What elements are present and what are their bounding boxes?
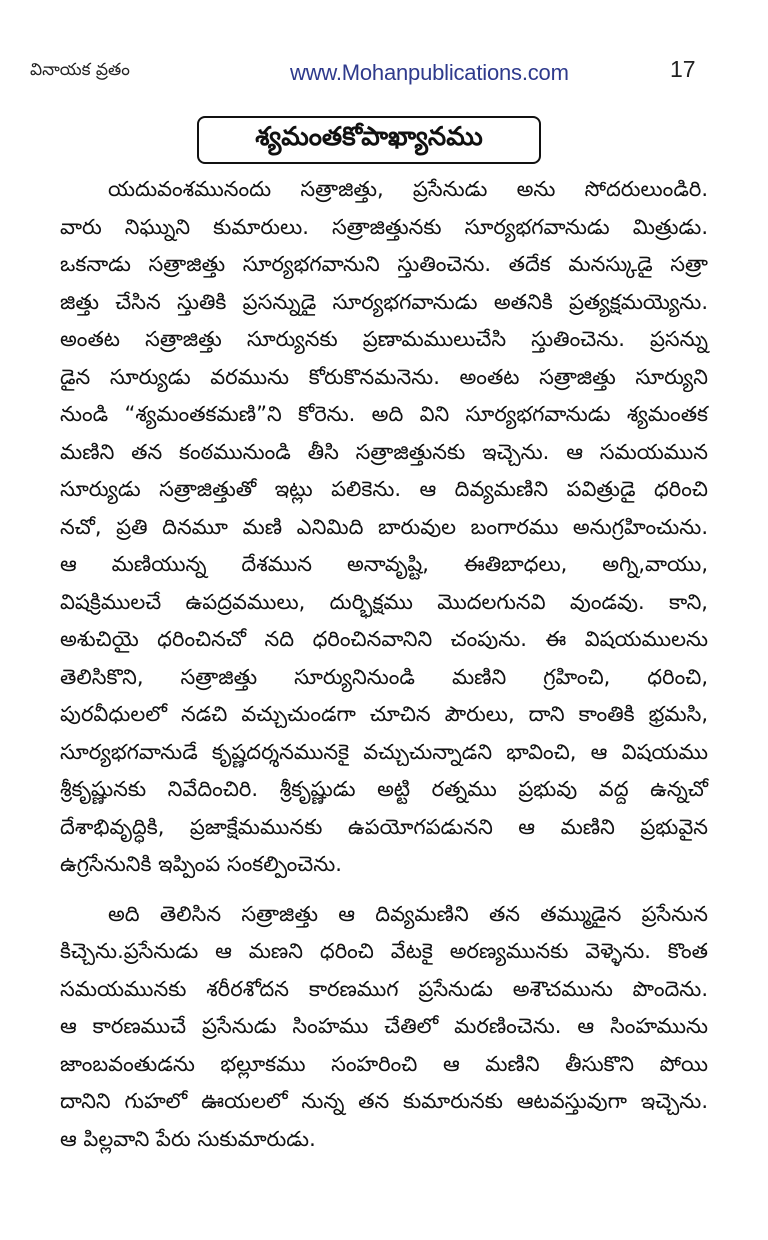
text-line: ఉగ్రసేనునికి ఇప్పింప సంకల్పించెను.	[60, 852, 342, 876]
text-line: నుండి “శ్యమంతకమణి”ని కోరెను. అది విని సూర్యభగవానుడు శ్యమంతక	[60, 402, 708, 426]
text-line: సూర్యభగవానుడే కృష్ణదర్శనమునకై వచ్చుచున్నాడని భావించి, ఆ విషయము	[60, 739, 708, 764]
text-line: దానిని గుహలో ఊయలలో నున్న తన కుమారునకు ఆటవస్తువుగా ఇచ్చెను.	[60, 1089, 708, 1113]
text-line: మణిని తన కంఠమునుండి తీసి సత్రాజిత్తునకు ఇచ్చెను. ఆ సమయమున	[60, 439, 708, 464]
section-title-box	[197, 116, 541, 164]
text-line: ఆ మణియున్న దేశమున అనావృష్టి, ఈతిబాధలు, అగ్ని,వాయు,	[60, 552, 708, 576]
text-line: అశుచియై ధరించినచో నది ధరించినవానిని చంపును. ఈ విషయములను	[60, 627, 708, 651]
text-line: నచో, ప్రతి దినమూ మణి ఎనిమిది బారువుల బంగారము అనుగ్రహించును.	[60, 514, 708, 539]
text-line: అది తెలిసిన సత్రాజిత్తు ఆ దివ్యమణిని తన తమ్ముడైన ప్రసేనున	[108, 901, 708, 926]
text-line: పురవీధులలో నడచి వచ్చుచుండగా చూచిన పౌరులు, దాని కాంతికి భ్రమసి,	[60, 702, 708, 726]
page-number: 17	[670, 56, 696, 82]
text-line: జిత్తు చేసిన స్తుతికి ప్రసన్నుడై సూర్యభగవానుడు అతనికి ప్రత్యక్షమయ్యెను.	[60, 289, 708, 314]
book-title: వినాయక వ్రతం	[30, 60, 130, 80]
text-line: సమయమునకు శరీరశోదన కారణముగ ప్రసేనుడు అశౌచమును పొందెను.	[60, 976, 708, 1001]
text-line: ఆ కారణముచే ప్రసేనుడు సింహము చేతిలో మరణించెను. ఆ సింహమును	[60, 1014, 708, 1038]
paragraph	[60, 896, 708, 1159]
text-line: యదువంశమునందు సత్రాజిత్తు, ప్రసేనుడు అను సోదరులుండిరి.	[108, 177, 708, 201]
text-line: ఒకనాడు సత్రాజిత్తు సూర్యభగవానుని స్తుతించెను. తదేక మనస్కుడై సత్రా	[60, 252, 708, 276]
text-line: అంతట సత్రాజిత్తు సూర్యునకు ప్రణామములుచేసి స్తుతించెను. ప్రసన్ను	[60, 327, 708, 351]
body-text	[60, 171, 708, 1170]
text-line: జాంబవంతుడను భల్లూకము సంహరించి ఆ మణిని తీసుకొని పోయి	[60, 1051, 708, 1076]
text-line: కిచ్చెను.ప్రసేనుడు ఆ మణని ధరించి వేటకై అరణ్యమునకు వెళ్ళెను. కొంత	[60, 939, 708, 963]
text-line: శ్రీకృష్ణునకు నివేదించిరి. శ్రీకృష్ణుడు అట్టి రత్నము ప్రభువు వద్ద ఉన్నచో	[60, 777, 708, 801]
text-line: ఆ పిల్లవాని పేరు సుకుమారుడు.	[60, 1126, 316, 1151]
text-line: వారు నిఘ్నుని కుమారులు. సత్రాజిత్తునకు సూర్యభగవానుడు మిత్రుడు.	[60, 214, 708, 239]
text-line: సూర్యుడు సత్రాజిత్తుతో ఇట్లు పలికెను. ఆ దివ్యమణిని పవిత్రుడై ధరించి	[60, 477, 708, 501]
paragraph	[60, 171, 708, 884]
text-line: తెలిసికొని, సత్రాజిత్తు సూర్యునినుండి మణిని గ్రహించి, ధరించి,	[60, 664, 708, 689]
website-link[interactable]: www.Mohanpublications.com	[290, 60, 569, 85]
text-line: విషక్రిములచే ఉపద్రవములు, దుర్భిక్షము మొదలగునవి వుండవు. కాని,	[60, 589, 708, 614]
text-line: దేశాభివృద్ధికి, ప్రజాక్షేమమునకు ఉపయోగపడునని ఆ మణిని ప్రభువైన	[60, 814, 708, 839]
text-line: డైన సూర్యుడు వరమును కోరుకొనమనెను. అంతట సత్రాజిత్తు సూర్యుని	[60, 364, 708, 389]
section-title: శ్యమంతకోపాఖ్యానము	[255, 122, 483, 152]
